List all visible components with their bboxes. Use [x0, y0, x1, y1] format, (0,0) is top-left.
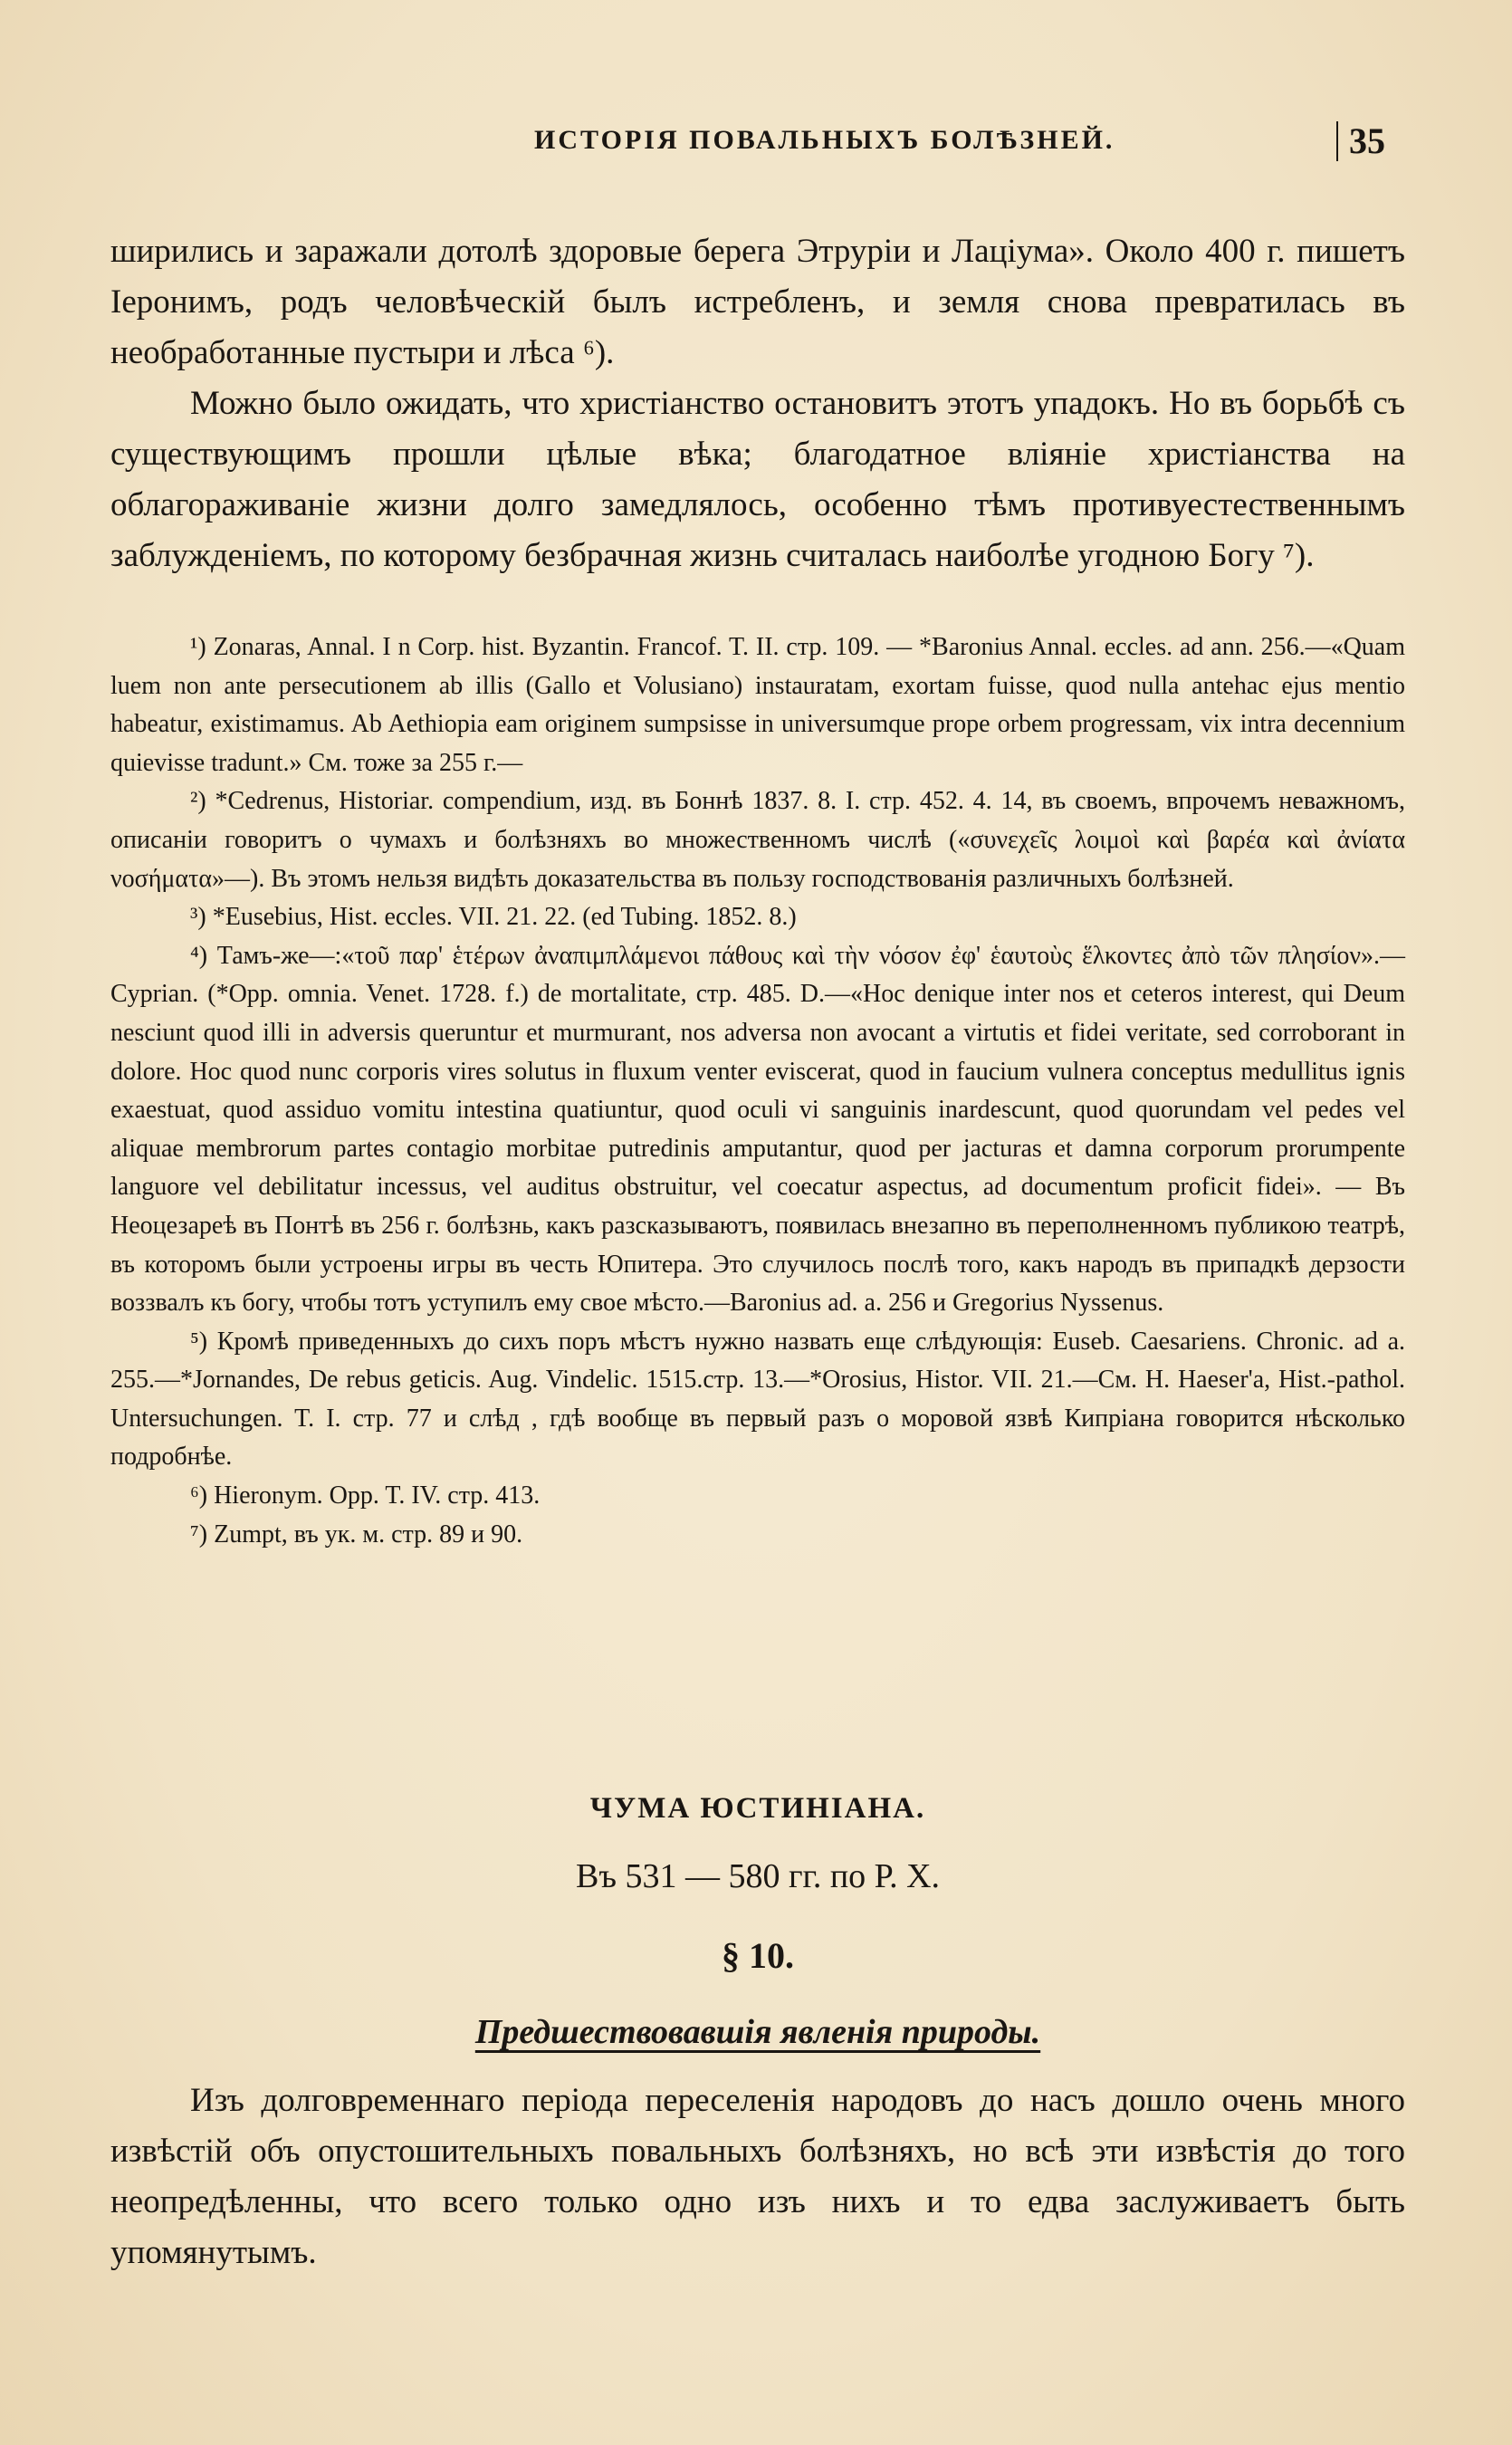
paragraph: Можно было ожидать, что христіанство остановитъ этотъ упадокъ. Но въ борьбѣ съ существующимъ прошли цѣлые вѣка; благодатное вліяніе христіанства на облагораживаніе жизни долго замедлялось, особенно тѣмъ противуестественнымъ заблужденіемъ, по которому безбрачная жизнь считалась наиболѣе угодною Богу ⁷).: [110, 385, 1405, 574]
footnote-1: ¹) Zonaras, Annal. I n Corp. hist. Byzantin. Francof. T. II. стр. 109. — *Baronius Annal. eccles. ad ann. 256.—«Quam luem non ante persecutionem ab illis (Gallo et Volusiano) instauratam, exortam fuisse, quod nulla antehac ejus mentio habeatur, existimamus. Ab Aethiopia eam originem sumpsisse in universumque prope orbem progressam, vix intra decennium quievisse tradunt.» См. тоже за 255 г.—: [110, 633, 1405, 777]
section-number: § 10.: [722, 1935, 794, 1976]
footnotes: [110, 628, 1405, 1554]
footnote-3: ³) *Eusebius, Hist. eccles. VII. 21. 22. (ed Tubing. 1852. 8.): [190, 903, 797, 932]
footnote-5: ⁵) Кромѣ приведенныхъ до сихъ поръ мѣстъ нужно назвать еще слѣдующія: Euseb. Caesariens. Chronic. ad a. 255.—*Jornandes, De rebus geticis. Aug. Vindelic. 1515.стр. 13.—*Orosius, Histor. VII. 21.—См. H. Haeser'a, Hist.-pathol. Untersuchungen. T. I. стр. 77 и слѣд , гдѣ вообще въ первый разъ о моровой язвѣ Кипріана говорится нѣсколько подробнѣе.: [110, 1327, 1405, 1472]
footnote-4: ⁴) Тамъ-же—:«τοῦ παρ' ἑτέρων ἀναπιμπλάμενοι πάθους καὶ τὴν νόσον ἐφ' ἑαυτοὺς ἕλκοντες ἀπὸ τῶν πλησίον».—Cyprian. (*Opp. omnia. Venet. 1728. f.) de mortalitate, стр. 485. D.—«Hoc denique inter nos et ceteros interest, qui Deum nesciunt quod illi in adversis queruntur et murmurant, nos adversa non avocant a virtutis et fidei veritate, sed corroborant in dolore. Hoc quod nunc corporis vires solutus in fluxum venter eviscerat, quod in faucium vulnera conceptus medullitus ignis exaestuat, quod assiduo vomitu intestina quatiuntur, quod oculi vi sanguinis inardescunt, quod quorundam vel pedes vel aliquae membrorum partes contagio morbitae putredinis amputantur, quod per jacturas et damna corporum prorumpente languore vel debilitatur incessus, vel auditus obstruitur, vel coecatur aspectus, ad documentum proficit fidei». — Въ Неоцезареѣ въ Понтѣ въ 256 г. болѣзнь, какъ разсказываютъ, появилась внезапно въ переполненномъ публикою театрѣ, въ которомъ были устроены игры въ честь Юпитера. Это случилось послѣ того, какъ народъ въ припадкѣ дерзости воззвалъ къ богу, чтобы тотъ уступилъ ему свое мѣсто.—Baronius ad. a. 256 и Gregorius Nyssenus.: [110, 941, 1405, 1318]
footnote-6: ⁶) Hieronym. Opp. T. IV. стр. 413.: [190, 1481, 541, 1510]
running-head: [0, 116, 1512, 170]
section-header: [110, 1784, 1405, 2057]
paragraph: ширились и заражали дотолѣ здоровые берега Этруріи и Лаціума». Около 400 г. пишетъ Іеронимъ, родъ человѣческій былъ истребленъ, и земля снова превратилась въ необработанные пустыри и лѣса ⁶).: [110, 233, 1405, 371]
footnote-2: ²) *Cedrenus, Historiar. compendium, изд. въ Боннѣ 1837. 8. I. стр. 452. 4. 14, въ своемъ, впрочемъ неважномъ, описаніи говоритъ о чумахъ и болѣзняхъ во множественномъ числѣ («συνεχεῖς λοιμοὶ καὶ βαρέα καὶ ἀνίατα νοσήματα»—). Въ этомъ нельзя видѣть доказательства въ пользу господствованія различныхъ болѣзней.: [110, 787, 1405, 893]
running-title: ИСТОРІЯ ПОВАЛЬНЫХЪ БОЛѢЗНЕЙ.: [534, 125, 1115, 155]
page-number: 35: [1349, 120, 1385, 161]
section-heading: Предшествовавшія явленія природы.: [474, 2013, 1041, 2051]
footnote-7: ⁷) Zumpt, въ ук. м. стр. 89 и 90.: [190, 1520, 523, 1548]
main-text: [110, 226, 1405, 581]
section-title: ЧУМА ЮСТИНІАНА.: [589, 1792, 926, 1825]
section-years: Въ 531 — 580 гг. по Р. Х.: [575, 1857, 941, 1895]
section-paragraph: Изъ долговременнаго періода переселенія народовъ до насъ дошло очень много извѣстій объ опустошительныхъ повальныхъ болѣзняхъ, но всѣ эти извѣстія до того неопредѣленны, что всего только одно изъ нихъ и то едва заслуживаетъ быть упомянутымъ.: [110, 2082, 1405, 2271]
